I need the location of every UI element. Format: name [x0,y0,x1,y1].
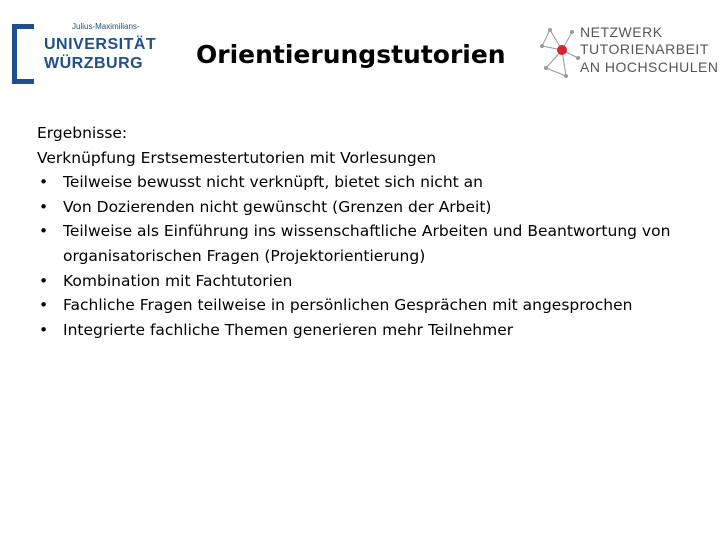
university-logo-mark [12,24,34,84]
bullet-icon: • [39,197,49,216]
bullet-icon: • [39,296,49,315]
network-graph-icon [536,24,580,84]
bullet-text: Fachliche Fragen teilweise in persönlichen Gesprächen mit angesprochen [63,296,633,315]
bullet-icon: • [39,173,49,192]
bullet-text: Teilweise bewusst nicht verknüpft, bietet sich nicht an [63,173,483,192]
netzwerk-logo-line1: NETZWERK [580,24,663,40]
bullet-text: Kombination mit Fachtutorien [63,271,293,290]
bullet-item [37,195,697,220]
netzwerk-logo [536,24,719,84]
university-logo-line2: WÜRZBURG [44,55,144,72]
slide-body [37,121,697,342]
bullet-icon: • [39,320,49,339]
bullet-text: Von Dozierenden nicht gewünscht (Grenzen der Arbeit) [63,197,492,216]
results-heading: Ergebnisse: [37,124,128,142]
university-logo-small-text: Julius-Maximilians- [72,22,140,31]
university-logo-line1: UNIVERSITÄT [44,36,157,53]
bullet-icon: • [39,222,49,241]
bullet-text: Integrierte fachliche Themen generieren mehr Teilnehmer [63,320,514,339]
bullet-text: Teilweise als Einführung ins wissenschaftliche Arbeiten und Beantwortung von organisatorischen Fragen (Projektorientierung) [63,222,671,265]
bullet-item [37,293,697,318]
university-logo [12,22,162,86]
slide-title: Orientierungstutorien [196,40,506,69]
bullet-item [37,219,697,268]
results-bullet-list [37,170,697,342]
bullet-icon: • [39,271,49,290]
netzwerk-logo-line3: AN HOCHSCHULEN [580,59,719,75]
results-subheading: Verknüpfung Erstsemestertutorien mit Vorlesungen [37,148,437,167]
bullet-item [37,170,697,195]
bullet-item [37,269,697,294]
bullet-item [37,318,697,343]
netzwerk-logo-line2: TUTORIENARBEIT [580,41,709,57]
